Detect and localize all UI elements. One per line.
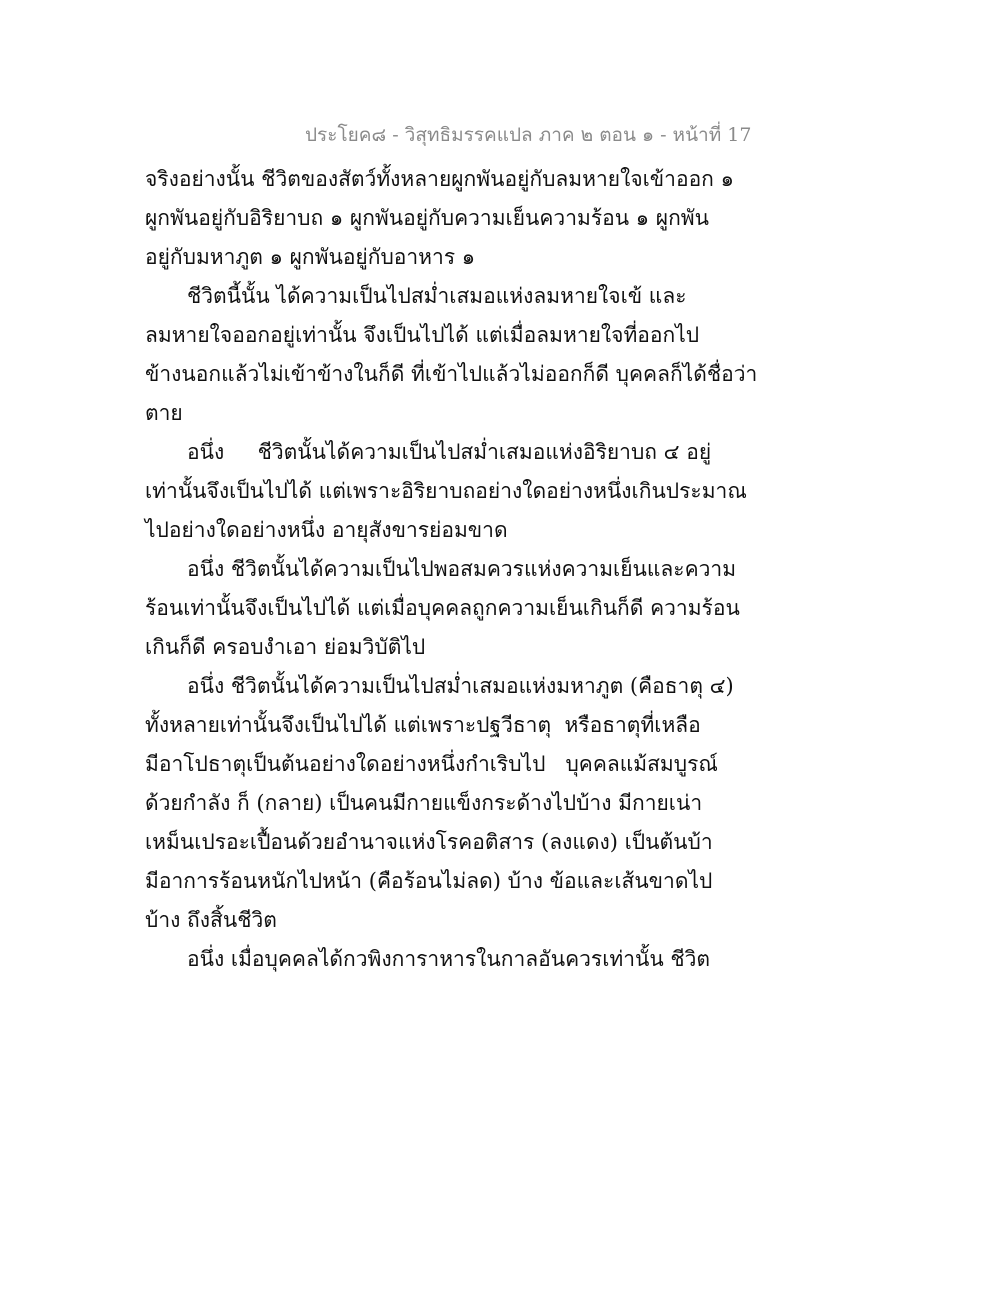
text-line: ทั้งหลายเท่านั้นจึงเป็นไปได้ แต่เพราะปฐวีธาตุ หรือธาตุที่เหลือ — [145, 713, 701, 737]
text-line: มีอาโปธาตุเป็นต้นอย่างใดอย่างหนึ่งกำเริบไป บุคคลแม้สมบูรณ์ — [145, 752, 718, 776]
text-line: เท่านั้นจึงเป็นไปได้ แต่เพราะอิริยาบถอย่างใดอย่างหนึ่งเกินประมาณ — [145, 479, 747, 503]
text-line: อยู่กับมหาภูต ๑ ผูกพันอยู่กับอาหาร ๑ — [145, 245, 476, 269]
paragraph-start-line: อนึ่ง ชีวิตนั้นได้ความเป็นไปพอสมควรแห่งความเย็นและความ — [187, 557, 737, 581]
body-text — [145, 160, 758, 979]
text-line: ผูกพันอยู่กับอิริยาบถ ๑ ผูกพันอยู่กับความเย็นความร้อน ๑ ผูกพัน — [145, 206, 710, 230]
text-line: เกินก็ดี ครอบงำเอา ย่อมวิบัติไป — [145, 635, 426, 659]
text-line: ลมหายใจออกอยู่เท่านั้น จึงเป็นไปได้ แต่เมื่อลมหายใจที่ออกไป — [145, 323, 700, 347]
text-line: ร้อนเท่านั้นจึงเป็นไปได้ แต่เมื่อบุคคลถูกความเย็นเกินก็ดี ความร้อน — [145, 596, 740, 620]
text-line: จริงอย่างนั้น ชีวิตของสัตว์ทั้งหลายผูกพันอยู่กับลมหายใจเข้าออก ๑ — [145, 167, 734, 191]
running-header: ประโยค๘ - วิสุทธิมรรคแปล ภาค ๒ ตอน ๑ - หน้าที่ 17 — [305, 124, 752, 146]
text-line: มีอาการร้อนหนักไปหน้า (คือร้อนไม่ลด) บ้าง ข้อและเส้นขาดไป — [145, 869, 713, 893]
text-line: ด้วยกำลัง ก็ (กลาย) เป็นคนมีกายแข็งกระด้างไปบ้าง มีกายเน่า — [145, 791, 703, 815]
paragraph-start-line: อนึ่ง ชีวิตนั้นได้ความเป็นไปสม่ำเสมอแห่งอิริยาบถ ๔ อยู่ — [187, 440, 712, 464]
text-line: ข้างนอกแล้วไม่เข้าข้างในก็ดี ที่เข้าไปแล้วไม่ออกก็ดี บุคคลก็ได้ชื่อว่า — [145, 362, 758, 386]
paragraph-start-line: อนึ่ง ชีวิตนั้นได้ความเป็นไปสม่ำเสมอแห่งมหาภูต (คือธาตุ ๔) — [187, 674, 734, 698]
text-line: บ้าง ถึงสิ้นชีวิต — [145, 908, 277, 932]
text-line: ไปอย่างใดอย่างหนึ่ง อายุสังขารย่อมขาด — [145, 518, 508, 542]
text-line: เหม็นเปรอะเปื้อนด้วยอำนาจแห่งโรคอติสาร (ลงแดง) เป็นต้นบ้า — [145, 830, 713, 854]
paragraph-start-line: ชีวิตนี้นั้น ได้ความเป็นไปสม่ำเสมอแห่งลมหายใจเข้ และ — [187, 284, 687, 308]
paragraph-start-line: อนึ่ง เมื่อบุคคลได้กวพิงการาหารในกาลอันควรเท่านั้น ชีวิต — [187, 947, 711, 971]
text-line: ตาย — [145, 401, 183, 425]
